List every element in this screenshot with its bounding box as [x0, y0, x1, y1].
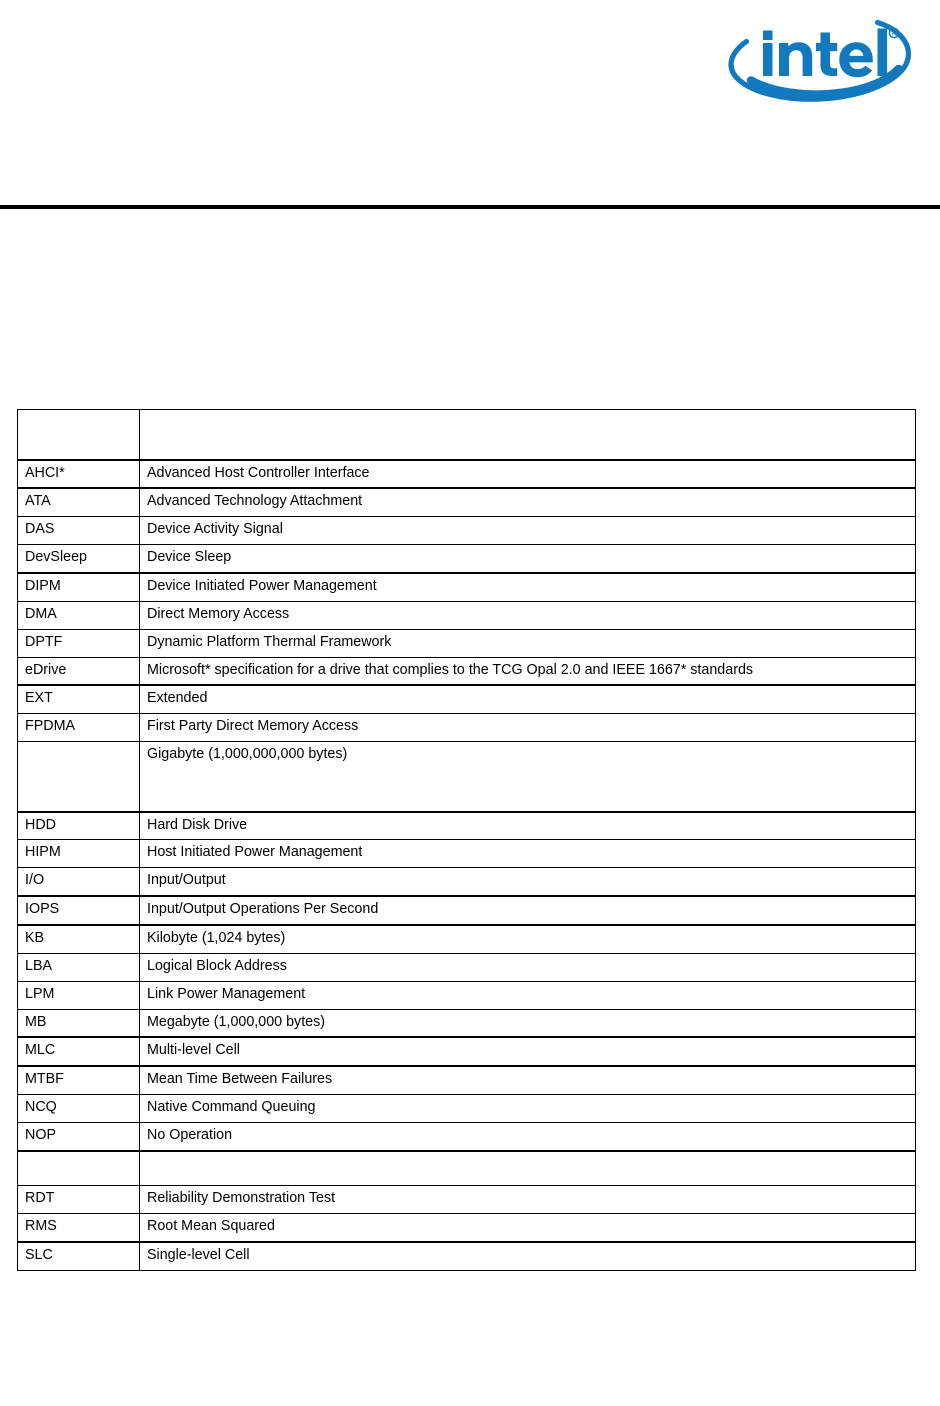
glossary-term-cell: NOP	[18, 1123, 140, 1151]
glossary-term-cell: DAS	[18, 517, 140, 545]
table-header-row	[18, 410, 916, 460]
glossary-definition-cell: Root Mean Squared	[140, 1214, 916, 1242]
table-row	[18, 488, 916, 516]
glossary-definition-cell: Hard Disk Drive	[140, 812, 916, 840]
table-row	[18, 545, 916, 573]
glossary-term-cell: SLC	[18, 1242, 140, 1270]
table-row	[18, 1123, 916, 1151]
glossary-term-cell: eDrive	[18, 657, 140, 685]
glossary-term-cell: AHCI*	[18, 460, 140, 489]
glossary-definition-cell: Dynamic Platform Thermal Framework	[140, 629, 916, 657]
glossary-term-cell: DMA	[18, 601, 140, 629]
table-row	[18, 573, 916, 601]
glossary-definition-cell: Multi-level Cell	[140, 1037, 916, 1066]
glossary-definition-cell: No Operation	[140, 1123, 916, 1151]
glossary-definition-cell: Input/Output	[140, 868, 916, 896]
glossary-term-cell: MB	[18, 1009, 140, 1037]
glossary-definition-cell	[140, 1151, 916, 1186]
table-row	[18, 868, 916, 896]
glossary-term-cell: RMS	[18, 1214, 140, 1242]
table-row	[18, 812, 916, 840]
glossary-definition-cell	[140, 410, 916, 460]
glossary-definition-cell: Kilobyte (1,024 bytes)	[140, 925, 916, 953]
table-row	[18, 1186, 916, 1214]
glossary-definition-cell: Direct Memory Access	[140, 601, 916, 629]
table-row	[18, 981, 916, 1009]
glossary-definition-cell: Device Initiated Power Management	[140, 573, 916, 601]
table-row	[18, 1037, 916, 1066]
glossary-term-cell: KB	[18, 925, 140, 953]
svg-text:R: R	[891, 30, 897, 38]
table-row	[18, 1242, 916, 1270]
glossary-term-cell: LPM	[18, 981, 140, 1009]
table-row	[18, 657, 916, 685]
glossary-definition-cell: Microsoft* specification for a drive that complies to the TCG Opal 2.0 and IEEE 1667* standards	[140, 657, 916, 685]
glossary-term-cell: FPDMA	[18, 714, 140, 742]
glossary-term-cell: IOPS	[18, 896, 140, 925]
glossary-table-body	[18, 410, 916, 1271]
glossary-definition-cell: Reliability Demonstration Test	[140, 1186, 916, 1214]
table-row	[18, 629, 916, 657]
glossary-term-cell: EXT	[18, 685, 140, 713]
glossary-definition-cell: Link Power Management	[140, 981, 916, 1009]
table-row	[18, 517, 916, 545]
table-row	[18, 601, 916, 629]
glossary-definition-cell: Extended	[140, 685, 916, 713]
glossary-definition-cell: Single-level Cell	[140, 1242, 916, 1270]
glossary-term-cell: I/O	[18, 868, 140, 896]
page-header	[0, 0, 940, 209]
main-content	[0, 209, 940, 409]
glossary-definition-cell: Mean Time Between Failures	[140, 1066, 916, 1094]
glossary-definition-cell: Advanced Technology Attachment	[140, 488, 916, 516]
table-row	[18, 925, 916, 953]
glossary-term-cell	[18, 1151, 140, 1186]
table-row	[18, 460, 916, 489]
glossary-term-cell: DPTF	[18, 629, 140, 657]
glossary-term-cell	[18, 742, 140, 812]
glossary-table-container	[17, 409, 915, 1271]
glossary-term-cell: HIPM	[18, 840, 140, 868]
table-row	[18, 1151, 916, 1186]
table-row	[18, 1095, 916, 1123]
glossary-term-cell: HDD	[18, 812, 140, 840]
glossary-definition-cell: Input/Output Operations Per Second	[140, 896, 916, 925]
intel-logo	[727, 6, 917, 104]
table-row	[18, 896, 916, 925]
glossary-table	[17, 409, 916, 1271]
glossary-definition-cell: Device Sleep	[140, 545, 916, 573]
glossary-term-cell	[18, 410, 140, 460]
glossary-definition-cell: Gigabyte (1,000,000,000 bytes)	[140, 742, 916, 812]
glossary-term-cell: MTBF	[18, 1066, 140, 1094]
glossary-term-cell: ATA	[18, 488, 140, 516]
glossary-definition-cell: Logical Block Address	[140, 953, 916, 981]
table-row	[18, 840, 916, 868]
table-row	[18, 685, 916, 713]
glossary-definition-cell: Host Initiated Power Management	[140, 840, 916, 868]
glossary-term-cell: NCQ	[18, 1095, 140, 1123]
glossary-definition-cell: Megabyte (1,000,000 bytes)	[140, 1009, 916, 1037]
glossary-term-cell: LBA	[18, 953, 140, 981]
table-row	[18, 953, 916, 981]
glossary-term-cell: RDT	[18, 1186, 140, 1214]
glossary-term-cell: DevSleep	[18, 545, 140, 573]
content-spacer	[0, 209, 940, 409]
table-row	[18, 714, 916, 742]
glossary-definition-cell: Native Command Queuing	[140, 1095, 916, 1123]
glossary-definition-cell: First Party Direct Memory Access	[140, 714, 916, 742]
glossary-term-cell: DIPM	[18, 573, 140, 601]
table-row	[18, 1009, 916, 1037]
table-row	[18, 1214, 916, 1242]
table-row	[18, 742, 916, 812]
glossary-definition-cell: Advanced Host Controller Interface	[140, 460, 916, 489]
glossary-definition-cell: Device Activity Signal	[140, 517, 916, 545]
glossary-term-cell: MLC	[18, 1037, 140, 1066]
table-row	[18, 1066, 916, 1094]
